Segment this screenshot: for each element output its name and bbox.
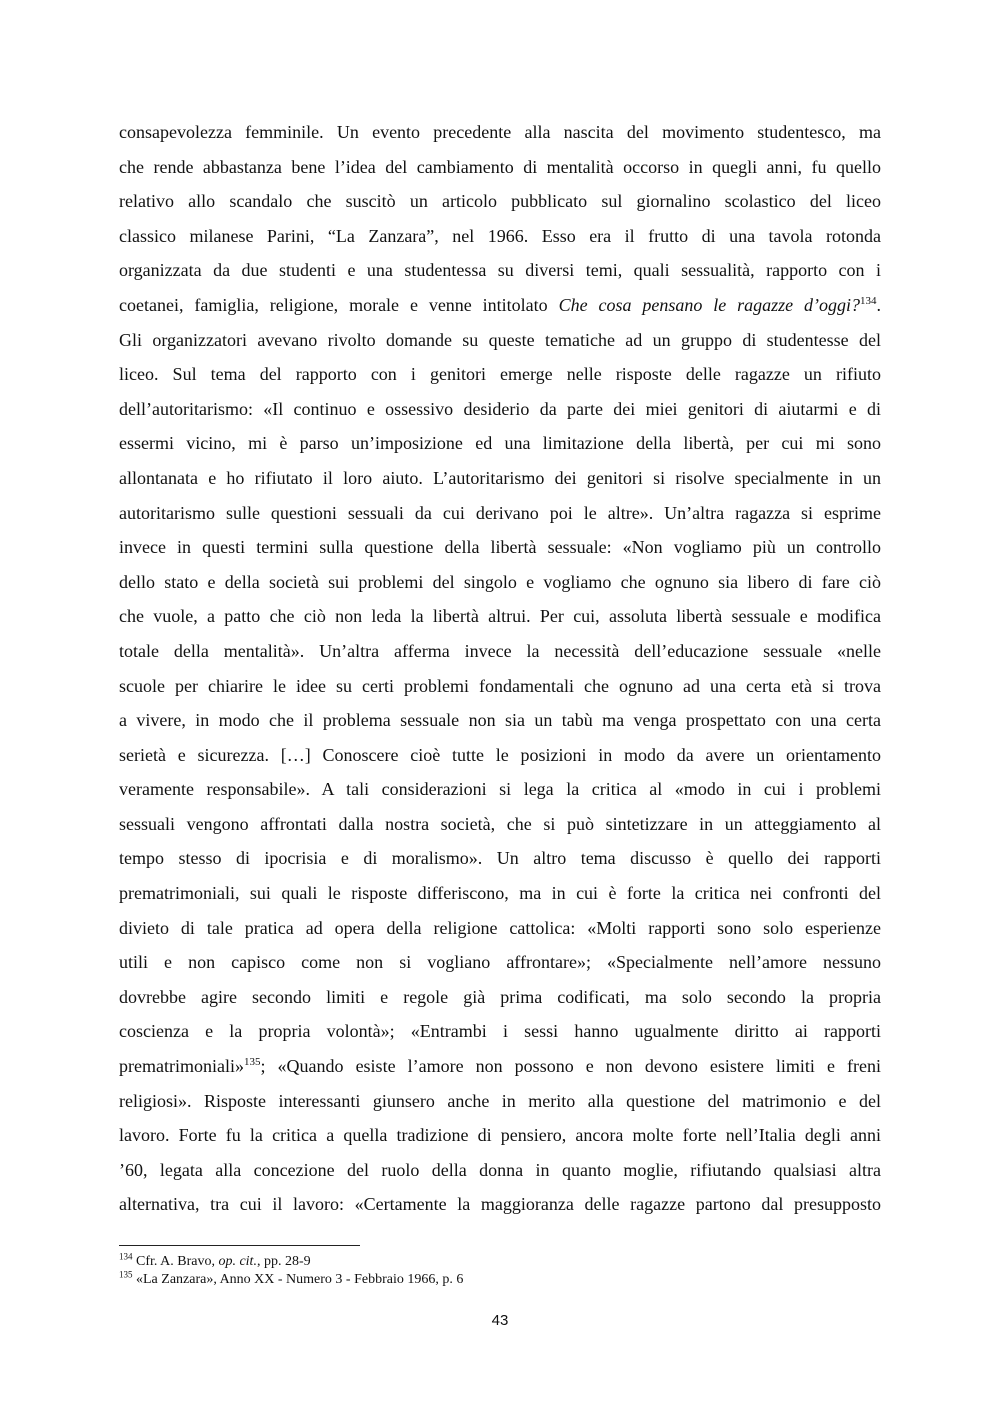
text-line: veramente responsabile». A tali considerazioni si lega la critica al «modo in cui i problemi	[119, 779, 881, 800]
footnotes	[119, 1253, 881, 1289]
text-line: liceo. Sul tema del rapporto con i genitori emerge nelle risposte delle ragazze un rifiuto	[119, 364, 881, 385]
text-segment: ; «Quando esiste l’amore non possono e non devono esistere limiti e freni	[260, 1056, 881, 1077]
text-line: a vivere, in modo che il problema sessuale non sia un tabù ma venga prospettato con una certa	[119, 710, 881, 731]
text-segment: prematrimoniali»	[119, 1056, 244, 1077]
text-line: essermi vicino, mi è parso un’imposizione ed una limitazione della libertà, per cui mi sono	[119, 433, 881, 454]
footnote-text: Cfr. A. Bravo,	[132, 1254, 219, 1269]
text-line: totale della mentalità». Un’altra afferma invece la necessità dell’educazione sessuale «nelle	[119, 640, 881, 661]
text-line: dello stato e della società sui problemi del singolo e vogliamo che ognuno sia libero di fare ciò	[119, 571, 881, 592]
footnote-text: , pp. 28-9	[256, 1254, 311, 1269]
text-line: scuole per chiarire le idee su certi problemi fondamentali che ognuno ad una certa età si trova	[119, 675, 881, 696]
footnote-135	[119, 1271, 881, 1289]
text-line: prematrimoniali, sui quali le risposte differiscono, ma in cui è forte la critica nei confronti del	[119, 883, 881, 904]
article-title: Che cosa pensano le ragazze d’oggi?	[558, 294, 860, 315]
text-line: organizzata da due studenti e una studentessa su diversi temi, quali sessualità, rapporto con i	[119, 260, 881, 281]
text-line: tempo stesso di ipocrisia e di moralismo». Un altro tema discusso è quello dei rapporti	[119, 848, 881, 869]
text-line: utili e non capisco come non si vogliano affrontare»; «Specialmente nell’amore nessuno	[119, 952, 881, 973]
body-text	[119, 115, 881, 1222]
text-line: ’60, legata alla concezione del ruolo della donna in quanto moglie, rifiutando qualsiasi altra	[119, 1159, 881, 1180]
text-line: consapevolezza femminile. Un evento precedente alla nascita del movimento studentesco, ma	[119, 122, 881, 142]
footnote-number: 135	[119, 1269, 133, 1280]
page-number: 43	[491, 1312, 509, 1329]
text-line	[119, 288, 881, 323]
text-line: serietà e sicurezza. […] Conoscere cioè tutte le posizioni in modo da avere un orientamento	[119, 744, 881, 765]
text-line: autoritarismo sulle questioni sessuali da cui derivano poi le altre». Un’altra ragazza si esprime	[119, 502, 881, 523]
text-line: relativo allo scandalo che suscitò un articolo pubblicato sul giornalino scolastico del liceo	[119, 191, 881, 212]
text-segment: .	[876, 294, 881, 315]
text-line: coscienza e la propria volontà»; «Entrambi i sessi hanno ugualmente diritto ai rapporti	[119, 1021, 881, 1042]
text-line: sessuali vengono affrontati dalla nostra società, che si può sintetizzare in un atteggiamento al	[119, 813, 881, 834]
footnote-ref-134[interactable]: 134	[860, 294, 877, 307]
footnote-text: «La Zanzara», Anno XX - Numero 3 - Febbraio 1966, p. 6	[132, 1272, 464, 1287]
footnote-italic: op. cit.	[218, 1254, 257, 1269]
text-line: allontanata e ho rifiutato il loro aiuto. L’autoritarismo dei genitori si risolve specialmente in un	[119, 467, 881, 488]
footnote-ref-135[interactable]: 135	[243, 1056, 261, 1069]
text-line: invece in questi termini sulla questione della libertà sessuale: «Non vogliamo più un controllo	[119, 537, 881, 558]
text-line: alternativa, tra cui il lavoro: «Certamente la maggioranza delle ragazze partono dal presupposto	[119, 1194, 881, 1215]
text-segment: coetanei, famiglia, religione, morale e venne intitolato	[119, 294, 559, 315]
text-line	[119, 1049, 881, 1084]
text-line: dovrebbe agire secondo limiti e regole già prima codificati, ma solo secondo la propria	[119, 986, 881, 1007]
text-line: che vuole, a patto che ciò non leda la libertà altrui. Per cui, assoluta libertà sessuale e modifica	[119, 606, 881, 627]
footnote-separator	[119, 1245, 360, 1246]
footnote-number: 134	[119, 1251, 133, 1262]
text-line: Gli organizzatori avevano rivolto domande su queste tematiche ad un gruppo di studentesse del	[119, 329, 881, 350]
footnote-134	[119, 1253, 881, 1271]
text-line: classico milanese Parini, “La Zanzara”, nel 1966. Esso era il frutto di una tavola rotonda	[119, 225, 881, 246]
text-line: religiosi». Risposte interessanti giunsero anche in merito alla questione del matrimonio e del	[119, 1090, 881, 1111]
text-line: che rende abbastanza bene l’idea del cambiamento di mentalità occorso in quegli anni, fu quello	[119, 156, 881, 177]
text-line: lavoro. Forte fu la critica a quella tradizione di pensiero, ancora molte forte nell’Italia degli anni	[119, 1125, 881, 1146]
text-line: divieto di tale pratica ad opera della religione cattolica: «Molti rapporti sono solo esperienze	[119, 917, 881, 938]
text-line: dell’autoritarismo: «Il continuo e ossessivo desiderio da parte dei miei genitori di aiutarmi e di	[119, 398, 881, 419]
